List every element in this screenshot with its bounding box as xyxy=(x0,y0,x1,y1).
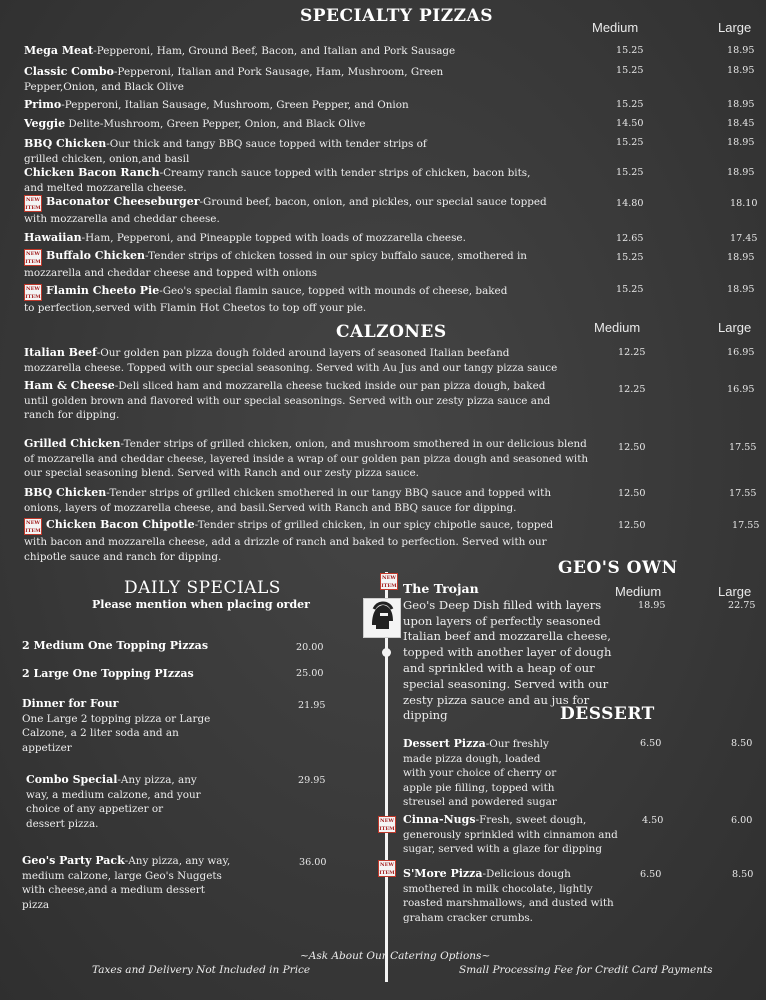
menu-item-the-trojan xyxy=(403,581,618,724)
price-medium: 18.95 xyxy=(638,600,666,611)
price-large: 16.95 xyxy=(727,347,755,358)
item-name: Veggie xyxy=(24,117,66,130)
daily-item-party-pack xyxy=(22,854,232,912)
item-desc: -Our thick and tangy BBQ sauce topped with tender strips of grilled chicken, onion,and basil xyxy=(24,138,427,165)
item-name: Geo's Party Pack xyxy=(22,854,125,867)
new-item-badge: NEW ITEM xyxy=(25,251,41,265)
price-large: 18.45 xyxy=(727,118,755,129)
item-desc: -Geo's special flamin sauce, topped with mounds of cheese, baked to perfection,served with Flamin Hot Cheetos to top off your pie. xyxy=(24,285,508,314)
item-name: Primo xyxy=(24,98,62,111)
new-item-badge: NEW ITEM xyxy=(379,818,395,832)
item-desc: -Fresh, sweet dough, generously sprinkled with cinnamon and sugar, served with a glaze for dipping xyxy=(403,814,618,855)
price-medium: 6.50 xyxy=(640,738,662,749)
daily-item-2-medium xyxy=(22,639,282,654)
new-item-badge: NEW ITEM xyxy=(379,862,395,876)
price-large: 18.95 xyxy=(727,252,755,263)
item-name: Cinna-Nugs xyxy=(403,813,476,826)
price-large: 22.75 xyxy=(728,600,756,611)
price-large: 18.95 xyxy=(727,65,755,76)
item-name: Dinner for Four xyxy=(22,697,119,710)
price: 25.00 xyxy=(296,668,324,679)
menu-item-smore-pizza xyxy=(403,867,618,925)
item-name: Chicken Bacon Ranch xyxy=(24,166,160,179)
price-large: 18.95 xyxy=(727,99,755,110)
price-medium: 6.50 xyxy=(640,869,662,880)
price-large: 18.95 xyxy=(727,167,755,178)
item-name: Classic Combo xyxy=(24,65,114,78)
price-medium: 12.25 xyxy=(618,384,646,395)
menu-item-buffalo-chicken xyxy=(24,249,544,281)
price-medium: 12.50 xyxy=(618,488,646,499)
item-name: The Trojan xyxy=(403,581,479,596)
menu-item-cinna-nugs xyxy=(403,813,628,857)
new-item-badge: NEW ITEM xyxy=(381,575,397,589)
item-desc: -Any pizza, any way, a medium calzone, and your choice of any appetizer or dessert pizza. xyxy=(26,774,201,830)
price-medium: 12.65 xyxy=(616,233,644,244)
price-large: 8.50 xyxy=(731,738,753,749)
item-name: 2 Large One Topping PIzzas xyxy=(22,667,194,680)
new-item-badge: NEW ITEM xyxy=(25,286,41,300)
menu-item-dessert-pizza xyxy=(403,737,563,810)
daily-item-2-large xyxy=(22,667,282,682)
trojan-helmet-icon xyxy=(363,598,401,638)
calzones-col-medium: Medium xyxy=(594,320,641,335)
price: 36.00 xyxy=(299,857,327,868)
specialty-title: SPECIALTY PIZZAS xyxy=(300,6,493,26)
price-large: 17.55 xyxy=(732,520,760,531)
item-name: Mega Meat xyxy=(24,44,94,57)
item-desc: -Tender strips of grilled chicken, in our spicy chipotle sauce, topped with bacon and mozzarella cheese, add a drizzle of ranch and baked to perfection. Served with our chipotle sauce and ranch for dipping. xyxy=(24,519,554,563)
item-name: Buffalo Chicken xyxy=(46,249,146,262)
taxes-note: Taxes and Delivery Not Included in Price xyxy=(92,964,311,976)
price: 29.95 xyxy=(298,775,326,786)
menu-item-veggie xyxy=(24,117,564,132)
item-name: BBQ Chicken xyxy=(24,486,107,499)
price-medium: 15.25 xyxy=(616,99,644,110)
trojan-helmet-svg xyxy=(364,599,400,637)
price-large: 17.55 xyxy=(729,488,757,499)
price-medium: 14.50 xyxy=(616,118,644,129)
calzones-title: CALZONES xyxy=(336,322,447,342)
menu-item-chicken-bacon-chipotle xyxy=(24,518,569,564)
item-desc: -Ham, Pepperoni, and Pineapple topped with loads of mozzarella cheese. xyxy=(81,232,466,244)
item-desc: -Tender strips of grilled chicken, onion, and mushroom smothered in our delicious blend of mozzarella and cheddar cheese, layered inside a wrap of our golden pan pizza dough and seasoned with our special seasoning blend. Served with Ranch and our zesty pizza sauce. xyxy=(24,438,589,479)
item-desc: Delite-Mushroom, Green Pepper, Onion, and Black Olive xyxy=(65,118,366,130)
item-name: Ham & Cheese xyxy=(24,379,115,392)
price-medium: 15.25 xyxy=(616,65,644,76)
menu-item-chicken-bacon-ranch xyxy=(24,166,544,195)
item-name: S'More Pizza xyxy=(403,867,483,880)
item-name: Chicken Bacon Chipotle xyxy=(46,518,195,531)
item-name: 2 Medium One Topping Pizzas xyxy=(22,639,209,652)
geos-own-col-medium: Medium xyxy=(615,584,662,599)
item-desc: -Pepperoni, Ham, Ground Beef, Bacon, and Italian and Pork Sausage xyxy=(93,45,456,57)
price-medium: 12.50 xyxy=(618,442,646,453)
specialty-col-medium: Medium xyxy=(592,20,639,35)
price-medium: 15.25 xyxy=(616,284,644,295)
price-medium: 4.50 xyxy=(642,815,664,826)
item-desc: -Tender strips of grilled chicken smothered in our tangy BBQ sauce and topped with onions, layers of mozzarella cheese, and basil.Served with Ranch and BBQ sauce for dipping. xyxy=(24,487,552,514)
menu-item-hawaiian xyxy=(24,231,564,246)
price-medium: 14.80 xyxy=(616,198,644,209)
price: 20.00 xyxy=(296,642,324,653)
menu-item-grilled-chicken-calzone xyxy=(24,437,589,481)
price-large: 18.10 xyxy=(730,198,758,209)
item-desc: Geo's Deep Dish filled with layers upon layers of perfectly seasoned Italian beef and mozzarella cheese, topped with another layer of dough and sprinkled with a heap of our special seasoning. Served with our zesty pizza sauce and au jus for dipping xyxy=(403,597,612,723)
price-medium: 15.25 xyxy=(616,137,644,148)
processing-fee-note: Small Processing Fee for Credit Card Payments xyxy=(459,964,713,976)
item-name: Hawaiian xyxy=(24,231,82,244)
daily-specials-title: DAILY SPECIALS xyxy=(124,578,281,598)
price-medium: 15.25 xyxy=(616,252,644,263)
geos-own-col-large: Large xyxy=(718,584,752,599)
menu-item-bbq-chicken-pizza xyxy=(24,137,464,166)
specialty-col-large: Large xyxy=(718,20,752,35)
daily-item-dinner-for-four xyxy=(22,697,222,755)
item-name: Grilled Chicken xyxy=(24,437,121,450)
price-medium: 15.25 xyxy=(616,45,644,56)
item-name: Dessert Pizza xyxy=(403,737,486,750)
price-large: 8.50 xyxy=(732,869,754,880)
item-name: Combo Special xyxy=(26,773,118,786)
item-desc: -Creamy ranch sauce topped with tender strips of chicken, bacon bits, and melted mozzarella cheese. xyxy=(24,167,531,194)
catering-note: ~Ask About Our Catering Options~ xyxy=(300,950,491,962)
menu-item-italian-beef-calzone xyxy=(24,346,564,375)
price-large: 17.55 xyxy=(729,442,757,453)
item-desc: -Pepperoni, Italian Sausage, Mushroom, Green Pepper, and Onion xyxy=(61,99,409,111)
price-medium: 12.50 xyxy=(618,520,646,531)
item-desc: -Our freshly made pizza dough, loaded with your choice of cherry or apple pie filling, topped with streusel and powdered sugar xyxy=(403,738,557,808)
price-large: 18.95 xyxy=(727,137,755,148)
item-desc: -Ground beef, bacon, onion, and pickles, our special sauce topped with mozzarella and cheddar cheese. xyxy=(24,196,547,225)
price-large: 16.95 xyxy=(727,384,755,395)
new-item-badge: NEW ITEM xyxy=(25,197,41,211)
menu-item-primo xyxy=(24,98,564,113)
price-large: 17.45 xyxy=(730,233,758,244)
item-name: BBQ Chicken xyxy=(24,137,107,150)
menu-item-flamin-cheeto xyxy=(24,284,514,316)
price-large: 18.95 xyxy=(727,45,755,56)
item-name: Flamin Cheeto Pie xyxy=(46,284,160,297)
item-desc: -Tender strips of chicken tossed in our spicy buffalo sauce, smothered in mozzarella and cheddar cheese and topped with onions xyxy=(24,250,527,279)
price-large: 18.95 xyxy=(727,284,755,295)
item-desc: -Any pizza, any way, medium calzone, large Geo's Nuggets with cheese,and a medium dessert pizza xyxy=(22,855,231,911)
geos-own-title: GEO'S OWN xyxy=(558,558,678,578)
price-large: 6.00 xyxy=(731,815,753,826)
item-name: Baconator Cheeseburger xyxy=(46,195,200,208)
daily-specials-subtitle: Please mention when placing order xyxy=(92,598,310,611)
menu-item-ham-cheese-calzone xyxy=(24,379,569,423)
item-desc: -Deli sliced ham and mozzarella cheese tucked inside our pan pizza dough, baked until golden brown and flavored with our special seasonings. Served with our zesty pizza sauce and ranch for dipping. xyxy=(24,380,551,421)
menu-item-baconator xyxy=(24,195,564,227)
item-desc: -Pepperoni, Italian and Pork Sausage, Ham, Mushroom, Green Pepper,Onion, and Black Olive xyxy=(24,66,444,93)
price-medium: 12.25 xyxy=(618,347,646,358)
divider-dot xyxy=(382,648,391,657)
menu-item-bbq-chicken-calzone xyxy=(24,486,554,515)
item-desc: One Large 2 topping pizza or Large Calzone, a 2 liter soda and an appetizer xyxy=(22,712,211,754)
price: 21.95 xyxy=(298,700,326,711)
calzones-col-large: Large xyxy=(718,320,752,335)
item-name: Italian Beef xyxy=(24,346,97,359)
daily-item-combo-special xyxy=(26,773,201,831)
dessert-title: DESSERT xyxy=(560,704,655,724)
item-desc: -Delicious dough smothered in milk chocolate, lightly roasted marshmallows, and dusted with graham cracker crumbs. xyxy=(403,868,614,924)
new-item-badge: NEW ITEM xyxy=(25,520,41,534)
price-medium: 15.25 xyxy=(616,167,644,178)
item-desc: -Our golden pan pizza dough folded around layers of seasoned Italian beefand mozzarella cheese. Topped with our special seasoning. Served with Au Jus and our tangy pizza sauce xyxy=(24,347,558,374)
menu-item-mega-meat xyxy=(24,44,564,59)
menu-item-classic-combo xyxy=(24,65,444,94)
